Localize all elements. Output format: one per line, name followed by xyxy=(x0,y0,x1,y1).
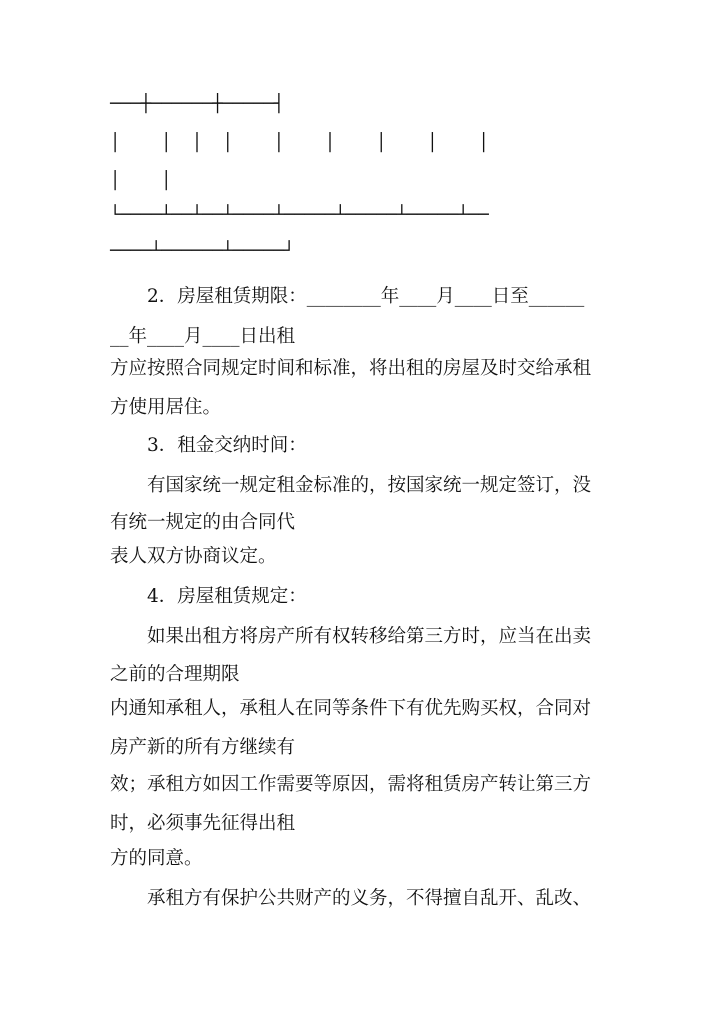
text-line: 承租方有保护公共财产的义务，不得擅自乱开、乱改、 xyxy=(110,888,592,909)
text-line: 方的同意。 xyxy=(110,848,203,869)
table-border-row-2: │ │ │ │ │ │ │ │ │ xyxy=(110,133,489,153)
text-line: __年____月____日出租 xyxy=(110,326,296,347)
table-border-row-4: └────┴──┴──┴────┴─────┴─────┴─────┴── xyxy=(110,205,489,225)
clause-4-heading: 4．房屋租赁规定： xyxy=(110,586,307,607)
text-line: 方应按照合同规定时间和标准，将出租的房屋及时交给承租 xyxy=(110,358,592,379)
table-border-row-5: ────┴──────┴─────┘ xyxy=(110,241,295,261)
text-line: 有国家统一规定租金标准的，按国家统一规定签订，没 xyxy=(110,475,592,496)
text-line: 如果出租方将房产所有权转移给第三方时，应当在出卖 xyxy=(110,626,592,647)
text-line: 之前的合理期限 xyxy=(110,664,240,685)
text-line: 表人双方协商议定。 xyxy=(110,546,277,567)
text-line: 有统一规定的由合同代 xyxy=(110,512,296,533)
text-line: 效；承租方如因工作需要等原因，需将租赁房产转让第三方 xyxy=(110,774,592,795)
text-line: 方使用居住。 xyxy=(110,397,222,418)
table-border-row-1: ───┼──────┼─────┤ xyxy=(110,94,284,114)
text-line: 时，必须事先征得出租 xyxy=(110,813,296,834)
clause-2-lease-term: 2．房屋租赁期限：________年____月____日至______ xyxy=(110,286,585,307)
clause-3-heading: 3．租金交纳时间： xyxy=(110,435,307,456)
text-line: 内通知承租人，承租人在同等条件下有优先购买权，合同对 xyxy=(110,698,592,719)
table-border-row-3: │ │ xyxy=(110,171,172,191)
text-line: 房产新的所有方继续有 xyxy=(110,737,296,758)
